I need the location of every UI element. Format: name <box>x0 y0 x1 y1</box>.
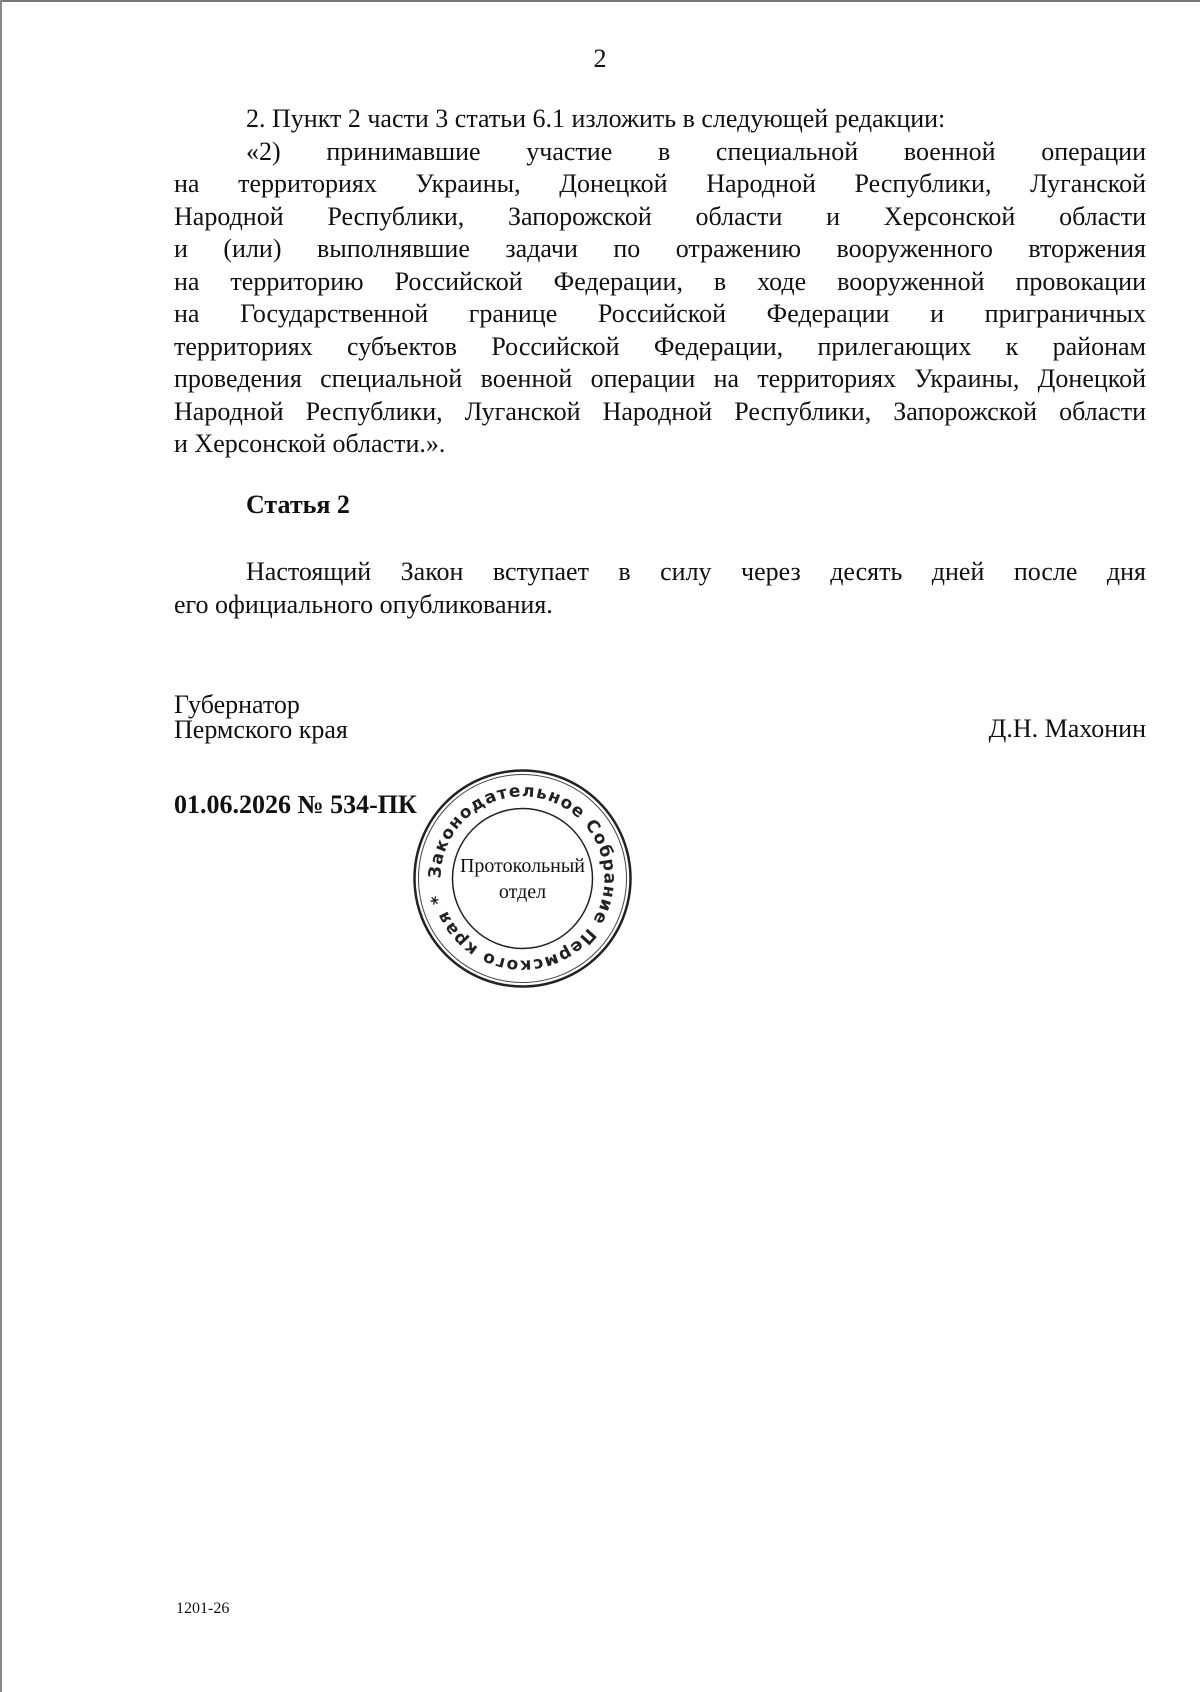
stamp-ring-text <box>425 781 619 975</box>
governor-title <box>174 692 348 742</box>
item-2-line: на территорию Российской Федерации, в ходе вооруженной провокации <box>174 266 1146 296</box>
item-2-text <box>174 136 1146 461</box>
item-2-line: «2) принимавшие участие в специальной военной операции <box>246 136 1146 166</box>
item-2-line: и Херсонской области.». <box>174 429 446 458</box>
article-2-heading: Статья 2 <box>246 490 350 519</box>
governor-name: Д.Н. Махонин <box>988 714 1146 743</box>
item-2-line: территориях субъектов Российской Федерации, прилегающих к районам <box>174 331 1146 361</box>
document-code: 1201-26 <box>176 1600 230 1617</box>
item-2-intro: 2. Пункт 2 части 3 статьи 6.1 изложить в следующей редакции: <box>246 104 946 133</box>
stamp-outer-ring-inner <box>419 775 627 983</box>
stamp-outer-ring <box>415 771 631 987</box>
governor-title-line: Губернатор <box>174 690 300 719</box>
law-date-number: 01.06.2026 № 534-ПК <box>174 790 417 819</box>
stamp-center-line: Протокольный <box>459 855 586 877</box>
governor-title-line: Пермского края <box>174 715 348 744</box>
item-2-line: на территориях Украины, Донецкой Народной Республики, Луганской <box>174 169 1146 198</box>
item-2-line: Народной Республики, Запорожской области и Херсонской области <box>174 201 1146 231</box>
stamp-inner-ring <box>453 809 593 949</box>
scan-border-left <box>0 0 2 1692</box>
stamp-center-line: отдел <box>498 881 547 903</box>
item-2-line: Народной Республики, Луганской Народной Республики, Запорожской области <box>174 396 1146 426</box>
article-2-line: его официального опубликования. <box>174 590 553 619</box>
item-2-block <box>174 103 1146 461</box>
article-2-text <box>174 555 1146 621</box>
item-2-line: на Государственной границе Российской Федерации и приграничных <box>174 299 1146 328</box>
item-2-line: и (или) выполнявшие задачи по отражению вооруженного вторжения <box>174 234 1146 263</box>
item-2-line: проведения специальной военной операции на территориях Украины, Донецкой <box>174 364 1146 393</box>
scan-border-top <box>0 0 1200 2</box>
page-number: 2 <box>593 44 607 73</box>
stamp-ring-text-path: Законодательное Собрание Пермского края * <box>425 781 620 976</box>
article-2-line: Настоящий Закон вступает в силу через десять дней после дня <box>246 557 1146 586</box>
official-stamp <box>410 766 635 991</box>
